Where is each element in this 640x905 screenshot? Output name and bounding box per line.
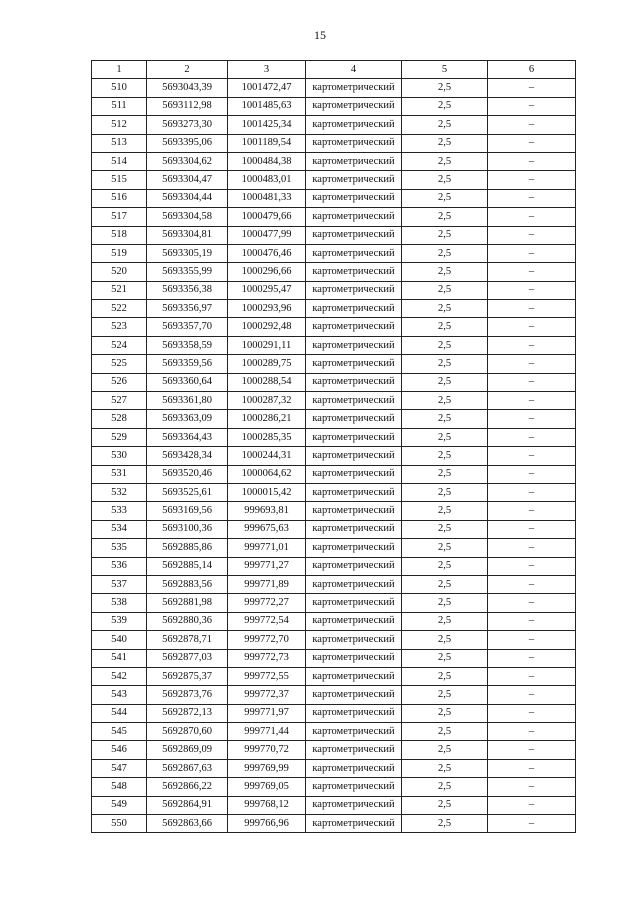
table-row <box>92 575 576 593</box>
table-row <box>92 686 576 704</box>
y-coordinate-cell: 999771,89 <box>228 575 306 593</box>
accuracy-cell: 2,5 <box>402 189 488 207</box>
y-coordinate-cell: 999769,05 <box>228 778 306 796</box>
point-number-cell: 510 <box>92 79 147 97</box>
method-cell: картометрический <box>306 392 402 410</box>
point-number-cell: 535 <box>92 539 147 557</box>
x-coordinate-cell: 5693043,39 <box>147 79 228 97</box>
accuracy-cell: 2,5 <box>402 686 488 704</box>
x-coordinate-cell: 5693100,36 <box>147 520 228 538</box>
accuracy-cell: 2,5 <box>402 557 488 575</box>
accuracy-cell: 2,5 <box>402 741 488 759</box>
point-number-cell: 529 <box>92 428 147 446</box>
y-coordinate-cell: 1000481,33 <box>228 189 306 207</box>
y-coordinate-cell: 1000293,96 <box>228 300 306 318</box>
x-coordinate-cell: 5693520,46 <box>147 465 228 483</box>
y-coordinate-cell: 1000292,48 <box>228 318 306 336</box>
x-coordinate-cell: 5692864,91 <box>147 796 228 814</box>
table-row <box>92 815 576 833</box>
method-cell: картометрический <box>306 281 402 299</box>
point-number-cell: 543 <box>92 686 147 704</box>
y-coordinate-cell: 999772,55 <box>228 667 306 685</box>
note-cell: – <box>488 686 576 704</box>
accuracy-cell: 2,5 <box>402 465 488 483</box>
point-number-cell: 546 <box>92 741 147 759</box>
method-cell: картометрический <box>306 686 402 704</box>
note-cell: – <box>488 244 576 262</box>
note-cell: – <box>488 502 576 520</box>
method-cell: картометрический <box>306 208 402 226</box>
y-coordinate-cell: 999772,54 <box>228 612 306 630</box>
method-cell: картометрический <box>306 778 402 796</box>
accuracy-cell: 2,5 <box>402 134 488 152</box>
accuracy-cell: 2,5 <box>402 410 488 428</box>
point-number-cell: 520 <box>92 263 147 281</box>
table-row <box>92 373 576 391</box>
y-coordinate-cell: 1000064,62 <box>228 465 306 483</box>
y-coordinate-cell: 1000289,75 <box>228 355 306 373</box>
point-number-cell: 525 <box>92 355 147 373</box>
point-number-cell: 521 <box>92 281 147 299</box>
point-number-cell: 530 <box>92 447 147 465</box>
x-coordinate-cell: 5693428,34 <box>147 447 228 465</box>
point-number-cell: 534 <box>92 520 147 538</box>
x-coordinate-cell: 5692877,03 <box>147 649 228 667</box>
method-cell: картометрический <box>306 557 402 575</box>
table-row <box>92 428 576 446</box>
accuracy-cell: 2,5 <box>402 152 488 170</box>
note-cell: – <box>488 97 576 115</box>
note-cell: – <box>488 392 576 410</box>
method-cell: картометрический <box>306 612 402 630</box>
method-cell: картометрический <box>306 410 402 428</box>
y-coordinate-cell: 1000295,47 <box>228 281 306 299</box>
point-number-cell: 540 <box>92 631 147 649</box>
method-cell: картометрический <box>306 594 402 612</box>
x-coordinate-cell: 5693395,06 <box>147 134 228 152</box>
point-number-cell: 526 <box>92 373 147 391</box>
method-cell: картометрический <box>306 244 402 262</box>
method-cell: картометрический <box>306 318 402 336</box>
y-coordinate-cell: 1000476,46 <box>228 244 306 262</box>
table-header-row <box>92 61 576 79</box>
note-cell: – <box>488 189 576 207</box>
x-coordinate-cell: 5692873,76 <box>147 686 228 704</box>
method-cell: картометрический <box>306 631 402 649</box>
point-number-cell: 542 <box>92 667 147 685</box>
x-coordinate-cell: 5692875,37 <box>147 667 228 685</box>
y-coordinate-cell: 999675,63 <box>228 520 306 538</box>
x-coordinate-cell: 5693273,30 <box>147 116 228 134</box>
column-header: 4 <box>306 61 402 79</box>
table-row <box>92 410 576 428</box>
accuracy-cell: 2,5 <box>402 281 488 299</box>
table-row <box>92 281 576 299</box>
point-number-cell: 539 <box>92 612 147 630</box>
y-coordinate-cell: 999770,72 <box>228 741 306 759</box>
point-number-cell: 533 <box>92 502 147 520</box>
table-row <box>92 631 576 649</box>
accuracy-cell: 2,5 <box>402 483 488 501</box>
y-coordinate-cell: 999769,99 <box>228 759 306 777</box>
point-number-cell: 513 <box>92 134 147 152</box>
y-coordinate-cell: 999766,96 <box>228 815 306 833</box>
x-coordinate-cell: 5692866,22 <box>147 778 228 796</box>
note-cell: – <box>488 336 576 354</box>
y-coordinate-cell: 1001189,54 <box>228 134 306 152</box>
method-cell: картометрический <box>306 539 402 557</box>
x-coordinate-cell: 5692867,63 <box>147 759 228 777</box>
y-coordinate-cell: 1000483,01 <box>228 171 306 189</box>
note-cell: – <box>488 815 576 833</box>
method-cell: картометрический <box>306 759 402 777</box>
note-cell: – <box>488 575 576 593</box>
point-number-cell: 511 <box>92 97 147 115</box>
accuracy-cell: 2,5 <box>402 594 488 612</box>
x-coordinate-cell: 5693169,56 <box>147 502 228 520</box>
accuracy-cell: 2,5 <box>402 759 488 777</box>
accuracy-cell: 2,5 <box>402 649 488 667</box>
y-coordinate-cell: 1000479,66 <box>228 208 306 226</box>
note-cell: – <box>488 116 576 134</box>
y-coordinate-cell: 999771,01 <box>228 539 306 557</box>
y-coordinate-cell: 1000288,54 <box>228 373 306 391</box>
coordinates-table <box>91 60 576 833</box>
table-row <box>92 300 576 318</box>
method-cell: картометрический <box>306 502 402 520</box>
point-number-cell: 550 <box>92 815 147 833</box>
table-row <box>92 594 576 612</box>
y-coordinate-cell: 1000287,32 <box>228 392 306 410</box>
point-number-cell: 545 <box>92 723 147 741</box>
y-coordinate-cell: 1001472,47 <box>228 79 306 97</box>
method-cell: картометрический <box>306 704 402 722</box>
accuracy-cell: 2,5 <box>402 226 488 244</box>
table-row <box>92 318 576 336</box>
point-number-cell: 544 <box>92 704 147 722</box>
accuracy-cell: 2,5 <box>402 704 488 722</box>
accuracy-cell: 2,5 <box>402 723 488 741</box>
y-coordinate-cell: 1000477,99 <box>228 226 306 244</box>
note-cell: – <box>488 723 576 741</box>
method-cell: картометрический <box>306 355 402 373</box>
table-row <box>92 502 576 520</box>
method-cell: картометрический <box>306 116 402 134</box>
table-row <box>92 79 576 97</box>
y-coordinate-cell: 999693,81 <box>228 502 306 520</box>
table-row <box>92 171 576 189</box>
x-coordinate-cell: 5693355,99 <box>147 263 228 281</box>
table-row <box>92 152 576 170</box>
note-cell: – <box>488 428 576 446</box>
point-number-cell: 531 <box>92 465 147 483</box>
accuracy-cell: 2,5 <box>402 502 488 520</box>
y-coordinate-cell: 999771,27 <box>228 557 306 575</box>
table-row <box>92 723 576 741</box>
note-cell: – <box>488 355 576 373</box>
point-number-cell: 548 <box>92 778 147 796</box>
table-row <box>92 465 576 483</box>
table-row <box>92 189 576 207</box>
x-coordinate-cell: 5693357,70 <box>147 318 228 336</box>
note-cell: – <box>488 300 576 318</box>
accuracy-cell: 2,5 <box>402 116 488 134</box>
y-coordinate-cell: 1000484,38 <box>228 152 306 170</box>
x-coordinate-cell: 5692881,98 <box>147 594 228 612</box>
point-number-cell: 532 <box>92 483 147 501</box>
x-coordinate-cell: 5693364,43 <box>147 428 228 446</box>
x-coordinate-cell: 5693525,61 <box>147 483 228 501</box>
page-number: 15 <box>314 28 326 42</box>
note-cell: – <box>488 557 576 575</box>
x-coordinate-cell: 5692878,71 <box>147 631 228 649</box>
method-cell: картометрический <box>306 483 402 501</box>
y-coordinate-cell: 999768,12 <box>228 796 306 814</box>
y-coordinate-cell: 1000285,35 <box>228 428 306 446</box>
y-coordinate-cell: 999771,97 <box>228 704 306 722</box>
method-cell: картометрический <box>306 575 402 593</box>
method-cell: картометрический <box>306 447 402 465</box>
point-number-cell: 515 <box>92 171 147 189</box>
table-row <box>92 97 576 115</box>
y-coordinate-cell: 1001425,34 <box>228 116 306 134</box>
table-row <box>92 134 576 152</box>
method-cell: картометрический <box>306 815 402 833</box>
y-coordinate-cell: 1001485,63 <box>228 97 306 115</box>
table-row <box>92 336 576 354</box>
method-cell: картометрический <box>306 79 402 97</box>
table-row <box>92 447 576 465</box>
y-coordinate-cell: 1000291,11 <box>228 336 306 354</box>
x-coordinate-cell: 5693304,81 <box>147 226 228 244</box>
x-coordinate-cell: 5693356,38 <box>147 281 228 299</box>
x-coordinate-cell: 5692863,66 <box>147 815 228 833</box>
point-number-cell: 538 <box>92 594 147 612</box>
x-coordinate-cell: 5693112,98 <box>147 97 228 115</box>
column-header: 3 <box>228 61 306 79</box>
method-cell: картометрический <box>306 226 402 244</box>
accuracy-cell: 2,5 <box>402 796 488 814</box>
method-cell: картометрический <box>306 796 402 814</box>
accuracy-cell: 2,5 <box>402 392 488 410</box>
note-cell: – <box>488 594 576 612</box>
column-header: 6 <box>488 61 576 79</box>
table-row <box>92 759 576 777</box>
table-row <box>92 612 576 630</box>
note-cell: – <box>488 171 576 189</box>
table-row <box>92 263 576 281</box>
table-body <box>92 79 576 833</box>
x-coordinate-cell: 5692869,09 <box>147 741 228 759</box>
x-coordinate-cell: 5692880,36 <box>147 612 228 630</box>
note-cell: – <box>488 134 576 152</box>
table-row <box>92 392 576 410</box>
note-cell: – <box>488 226 576 244</box>
accuracy-cell: 2,5 <box>402 300 488 318</box>
table-row <box>92 778 576 796</box>
x-coordinate-cell: 5692870,60 <box>147 723 228 741</box>
accuracy-cell: 2,5 <box>402 539 488 557</box>
y-coordinate-cell: 999772,37 <box>228 686 306 704</box>
accuracy-cell: 2,5 <box>402 263 488 281</box>
x-coordinate-cell: 5693358,59 <box>147 336 228 354</box>
accuracy-cell: 2,5 <box>402 355 488 373</box>
accuracy-cell: 2,5 <box>402 815 488 833</box>
x-coordinate-cell: 5693304,44 <box>147 189 228 207</box>
point-number-cell: 518 <box>92 226 147 244</box>
accuracy-cell: 2,5 <box>402 631 488 649</box>
note-cell: – <box>488 483 576 501</box>
table-row <box>92 649 576 667</box>
accuracy-cell: 2,5 <box>402 318 488 336</box>
method-cell: картометрический <box>306 649 402 667</box>
note-cell: – <box>488 152 576 170</box>
table-row <box>92 520 576 538</box>
note-cell: – <box>488 759 576 777</box>
table-row <box>92 483 576 501</box>
accuracy-cell: 2,5 <box>402 97 488 115</box>
y-coordinate-cell: 999771,44 <box>228 723 306 741</box>
note-cell: – <box>488 208 576 226</box>
accuracy-cell: 2,5 <box>402 373 488 391</box>
method-cell: картометрический <box>306 171 402 189</box>
point-number-cell: 536 <box>92 557 147 575</box>
point-number-cell: 514 <box>92 152 147 170</box>
note-cell: – <box>488 741 576 759</box>
column-header: 5 <box>402 61 488 79</box>
method-cell: картометрический <box>306 373 402 391</box>
x-coordinate-cell: 5692883,56 <box>147 575 228 593</box>
y-coordinate-cell: 1000296,66 <box>228 263 306 281</box>
point-number-cell: 522 <box>92 300 147 318</box>
method-cell: картометрический <box>306 741 402 759</box>
point-number-cell: 541 <box>92 649 147 667</box>
point-number-cell: 547 <box>92 759 147 777</box>
x-coordinate-cell: 5693304,62 <box>147 152 228 170</box>
accuracy-cell: 2,5 <box>402 778 488 796</box>
note-cell: – <box>488 79 576 97</box>
table-row <box>92 667 576 685</box>
method-cell: картометрический <box>306 97 402 115</box>
note-cell: – <box>488 631 576 649</box>
accuracy-cell: 2,5 <box>402 336 488 354</box>
note-cell: – <box>488 447 576 465</box>
accuracy-cell: 2,5 <box>402 612 488 630</box>
note-cell: – <box>488 318 576 336</box>
accuracy-cell: 2,5 <box>402 244 488 262</box>
table-row <box>92 796 576 814</box>
method-cell: картометрический <box>306 723 402 741</box>
note-cell: – <box>488 649 576 667</box>
point-number-cell: 524 <box>92 336 147 354</box>
note-cell: – <box>488 263 576 281</box>
point-number-cell: 527 <box>92 392 147 410</box>
x-coordinate-cell: 5693359,56 <box>147 355 228 373</box>
table-row <box>92 741 576 759</box>
method-cell: картометрический <box>306 189 402 207</box>
x-coordinate-cell: 5693360,64 <box>147 373 228 391</box>
point-number-cell: 523 <box>92 318 147 336</box>
accuracy-cell: 2,5 <box>402 171 488 189</box>
table-row <box>92 208 576 226</box>
table-row <box>92 557 576 575</box>
point-number-cell: 549 <box>92 796 147 814</box>
x-coordinate-cell: 5693356,97 <box>147 300 228 318</box>
table-row <box>92 539 576 557</box>
note-cell: – <box>488 778 576 796</box>
method-cell: картометрический <box>306 336 402 354</box>
accuracy-cell: 2,5 <box>402 575 488 593</box>
note-cell: – <box>488 539 576 557</box>
table-row <box>92 244 576 262</box>
note-cell: – <box>488 796 576 814</box>
y-coordinate-cell: 1000015,42 <box>228 483 306 501</box>
table-row <box>92 116 576 134</box>
point-number-cell: 537 <box>92 575 147 593</box>
method-cell: картометрический <box>306 428 402 446</box>
table-row <box>92 355 576 373</box>
method-cell: картометрический <box>306 667 402 685</box>
method-cell: картометрический <box>306 134 402 152</box>
accuracy-cell: 2,5 <box>402 447 488 465</box>
table-row <box>92 226 576 244</box>
note-cell: – <box>488 704 576 722</box>
y-coordinate-cell: 999772,70 <box>228 631 306 649</box>
table-row <box>92 704 576 722</box>
method-cell: картометрический <box>306 152 402 170</box>
accuracy-cell: 2,5 <box>402 79 488 97</box>
point-number-cell: 516 <box>92 189 147 207</box>
note-cell: – <box>488 520 576 538</box>
method-cell: картометрический <box>306 520 402 538</box>
note-cell: – <box>488 410 576 428</box>
x-coordinate-cell: 5692885,14 <box>147 557 228 575</box>
note-cell: – <box>488 465 576 483</box>
point-number-cell: 528 <box>92 410 147 428</box>
x-coordinate-cell: 5693363,09 <box>147 410 228 428</box>
point-number-cell: 519 <box>92 244 147 262</box>
y-coordinate-cell: 1000244,31 <box>228 447 306 465</box>
column-header: 2 <box>147 61 228 79</box>
accuracy-cell: 2,5 <box>402 208 488 226</box>
x-coordinate-cell: 5693304,58 <box>147 208 228 226</box>
accuracy-cell: 2,5 <box>402 520 488 538</box>
note-cell: – <box>488 373 576 391</box>
accuracy-cell: 2,5 <box>402 428 488 446</box>
x-coordinate-cell: 5693304,47 <box>147 171 228 189</box>
method-cell: картометрический <box>306 300 402 318</box>
column-header: 1 <box>92 61 147 79</box>
y-coordinate-cell: 999772,27 <box>228 594 306 612</box>
accuracy-cell: 2,5 <box>402 667 488 685</box>
y-coordinate-cell: 1000286,21 <box>228 410 306 428</box>
y-coordinate-cell: 999772,73 <box>228 649 306 667</box>
x-coordinate-cell: 5693361,80 <box>147 392 228 410</box>
note-cell: – <box>488 281 576 299</box>
x-coordinate-cell: 5692885,86 <box>147 539 228 557</box>
note-cell: – <box>488 612 576 630</box>
point-number-cell: 517 <box>92 208 147 226</box>
x-coordinate-cell: 5692872,13 <box>147 704 228 722</box>
method-cell: картометрический <box>306 263 402 281</box>
method-cell: картометрический <box>306 465 402 483</box>
note-cell: – <box>488 667 576 685</box>
point-number-cell: 512 <box>92 116 147 134</box>
x-coordinate-cell: 5693305,19 <box>147 244 228 262</box>
